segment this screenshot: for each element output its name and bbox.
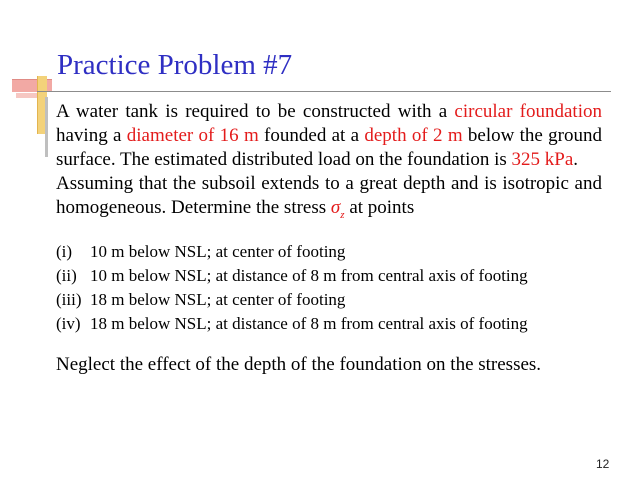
highlight-load: 325 kPa [511, 149, 574, 170]
list-item-text: 10 m below NSL; at distance of 8 m from central axis of footing [90, 265, 528, 285]
text-segment: having a [56, 125, 127, 146]
points-list-wrap [56, 240, 602, 336]
sigma-z-symbol [330, 197, 345, 221]
slide-body [56, 100, 602, 377]
text-segment: A water tank is required to be constructed with a [56, 101, 455, 122]
highlight-depth: depth of 2 m [364, 125, 463, 146]
text-segment: below the ground surface. The estimated distributed load on the foundation is [56, 125, 602, 170]
text-segment: at points [344, 197, 415, 218]
paragraph-assumption [56, 172, 602, 227]
list-item-number: (iii) [56, 289, 82, 309]
points-list [56, 240, 602, 336]
page-number: 12 [596, 457, 610, 471]
list-item-text: 18 m below NSL; at distance of 8 m from central axis of footing [90, 313, 528, 333]
list-item-text: 10 m below NSL; at center of footing [90, 241, 346, 261]
paragraph-neglect: Neglect the effect of the depth of the foundation on the stresses. [56, 353, 542, 375]
decor-grey-bar [45, 97, 48, 157]
title-rule [37, 91, 611, 92]
list-item [56, 240, 602, 264]
list-item-number: (i) [56, 241, 73, 261]
list-item [56, 312, 602, 336]
paragraph-problem [56, 100, 602, 172]
sigma-subscript: z [340, 208, 345, 221]
text-segment: . [573, 149, 579, 170]
highlight-circular-foundation: circular foundation [454, 101, 602, 122]
list-item [56, 264, 602, 288]
list-item [56, 288, 602, 312]
text-segment: Assuming that the subsoil extends to a great depth and is isotropic and homogeneous. Determine the stress [56, 173, 602, 218]
sigma-glyph: σ [330, 197, 341, 218]
list-item-text: 18 m below NSL; at center of footing [90, 289, 346, 309]
highlight-diameter: diameter of 16 m [126, 125, 259, 146]
slide-title: Practice Problem #7 [57, 49, 293, 81]
list-item-number: (ii) [56, 265, 77, 285]
list-item-number: (iv) [56, 313, 81, 333]
text-segment: founded at a [258, 125, 365, 146]
